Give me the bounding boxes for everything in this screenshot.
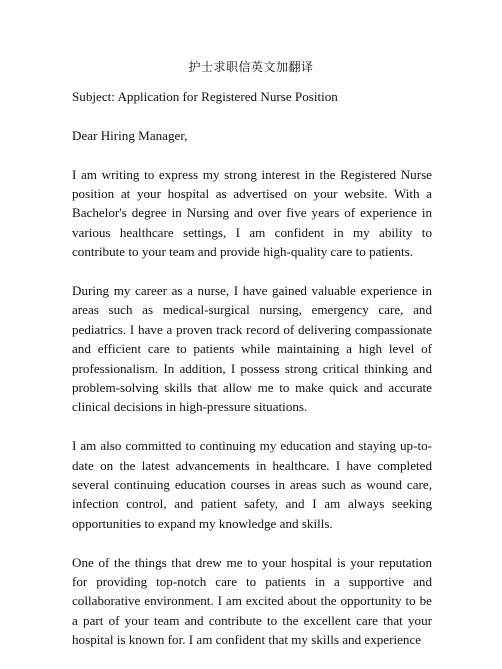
letter-subject: Subject: Application for Registered Nurse Position [72, 89, 338, 104]
letter-paragraph: I am also committed to continuing my education and staying up-to-date on the latest advancements in healthcare. I have completed several continuing education courses in areas such as wound care, infection control, and patient safety, and I am always seeking opportunities to expand my knowledge and skills. [72, 438, 432, 531]
letter-salutation: Dear Hiring Manager, [72, 127, 188, 143]
letter-body [72, 87, 432, 669]
letter-paragraph: I am writing to express my strong interest in the Registered Nurse position at your hospital as advertised on your website. With a Bachelor's degree in Nursing and over five years of experience in various healthcare settings, I am confident in my ability to contribute to your team and provide high-quality care to patients. [72, 166, 432, 260]
letter-paragraph: One of the things that drew me to your hospital is your reputation for providing top-notch care to patients in a supportive and collaborative environment. I am excited about the opportunity to be a part of your team and contribute to the excellent care that your hospital is known for. I am confident that my skills and experience [72, 554, 432, 648]
document-title: 护士求职信英文加翻译 [188, 60, 314, 74]
letter-paragraph: During my career as a nurse, I have gained valuable experience in areas such as medical-surgical nursing, emergency care, and pediatrics. I have a proven track record of delivering compassionate and efficient care to patients while maintaining a high level of professionalism. In addition, I possess strong critical thinking and problem-solving skills that allow me to make quick and accurate clinical decisions in high-pressure situations. [72, 283, 432, 415]
